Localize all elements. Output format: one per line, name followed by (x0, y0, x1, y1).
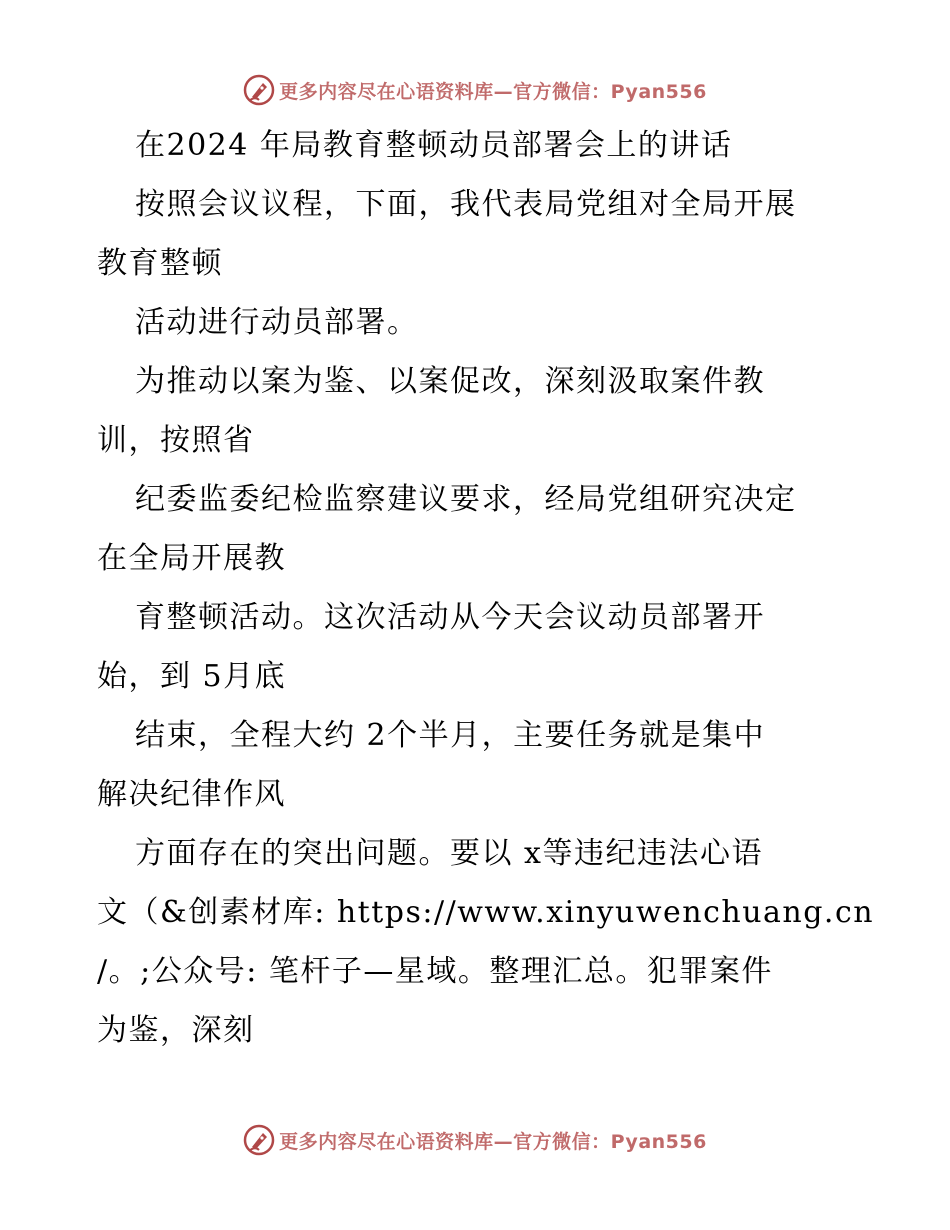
footer-banner-text: 更多内容尽在心语资料库—官方微信：Pyan556 (279, 1130, 707, 1153)
paragraph-line: 始，到 5月底 (97, 659, 287, 694)
paragraph-line: 在全局开展教 (97, 541, 286, 576)
paragraph-line: 文（&创素材库: https://www.xinyuwenchuang.cn (97, 895, 875, 930)
paragraph-line: 为推动以案为鉴、以案促改，深刻汲取案件教 (135, 364, 765, 399)
footer-banner (0, 1120, 950, 1160)
paragraph-line: 纪委监委纪检监察建议要求，经局党组研究决定 (135, 482, 797, 517)
pen-nib-logo-icon (243, 1124, 275, 1156)
pen-nib-logo-icon (243, 74, 275, 106)
paragraph-line: 结束，全程大约 2个半月，主要任务就是集中 (135, 718, 766, 753)
paragraph-line: 在2024 年局教育整顿动员部署会上的讲话 (135, 128, 733, 163)
paragraph-line: 训，按照省 (97, 423, 255, 458)
header-banner (0, 70, 950, 110)
paragraph-line: /。;公众号: 笔杆子—星域。整理汇总。犯罪案件 (97, 954, 773, 989)
document-body (97, 116, 875, 1060)
paragraph-line: 为鉴，深刻 (97, 1013, 255, 1048)
paragraph-line: 解决纪律作风 (97, 777, 286, 812)
paragraph-line: 活动进行动员部署。 (135, 305, 419, 340)
footer-banner-content (243, 1124, 707, 1156)
paragraph-line: 方面存在的突出问题。要以 x等违纪违法心语 (135, 836, 763, 871)
paragraph-line: 育整顿活动。这次活动从今天会议动员部署开 (135, 600, 765, 635)
paragraph-line: 教育整顿 (97, 246, 223, 281)
header-banner-text: 更多内容尽在心语资料库—官方微信：Pyan556 (279, 80, 707, 103)
header-banner-content (243, 74, 707, 106)
paragraph-line: 按照会议议程，下面，我代表局党组对全局开展 (135, 187, 797, 222)
